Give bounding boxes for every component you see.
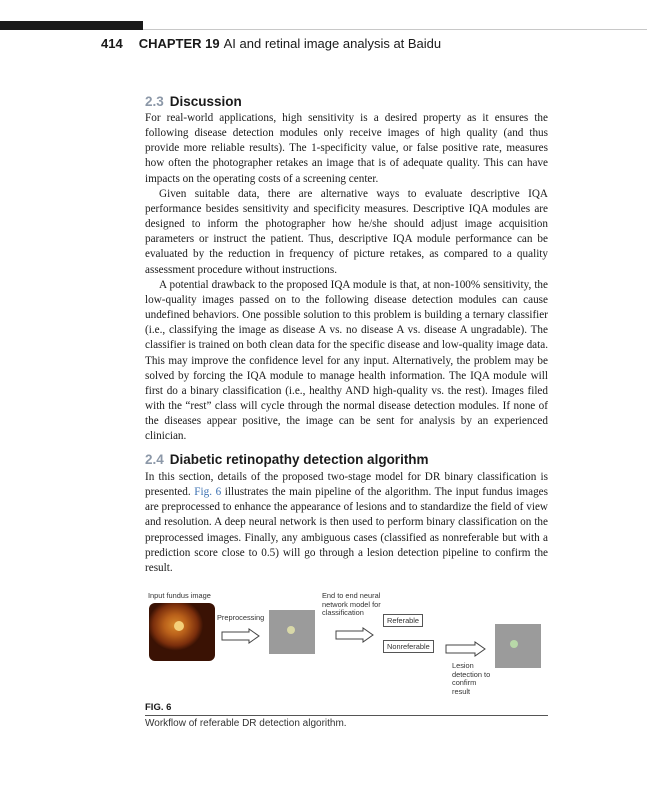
- label-preprocessing: Preprocessing: [217, 613, 265, 622]
- label-neural-network: End to end neural network model for classification: [322, 591, 381, 618]
- paragraph-text: illustrates the main pipeline of the algorithm. The input fundus images are preprocessed to enhance the appearance of lesions and to standardize the field of view and resolution. A deep neural network is then used to perform binary classification on the preprocessed images. Finally, any ambiguous cases (classified as nonreferable but with a prediction score close to 0.5) will go through a lesion detection pipeline to confirm the result.: [145, 486, 548, 574]
- page-number: 414: [101, 36, 123, 51]
- label-input-fundus: Input fundus image: [148, 591, 211, 600]
- paragraph: For real-world applications, high sensitivity is a desired property as it ensures the following disease detection modules only receive images of high quality (and thus provide more reliable results). The 1-specificity value, or false positive rate, measures how often the photographer retakes an image that is of adequate quality. This can have impacts on the operating costs of a screening center.: [145, 112, 548, 185]
- figure-number: FIG. 6: [145, 702, 172, 713]
- arrow-icon: [445, 641, 487, 657]
- paragraph: Given suitable data, there are alternative ways to evaluate descriptive IQA performance besides sensitivity and specificity measures. Descriptive IQA modules are designed to inform the photographer how he/she should adjust image acquisition parameters or instruct the patient. Thus, descriptive IQA module performance can be evaluated by the reduction in frequency of picture retakes, as compared to a quality assessment procedure without instructions.: [145, 187, 548, 276]
- running-head: [101, 36, 441, 51]
- section-number: 2.3: [145, 94, 164, 109]
- section-heading-dr-detection: [145, 452, 429, 467]
- section-heading-discussion: [145, 94, 242, 109]
- lesion-image: [495, 624, 541, 668]
- paragraph: [145, 470, 548, 576]
- image-spot: [510, 640, 518, 648]
- arrow-icon: [335, 627, 375, 643]
- image-spot: [287, 626, 295, 634]
- paragraph-text: In this section, details of the proposed two-stage model for DR binary classification is presented.: [145, 471, 548, 499]
- preprocessed-image: [269, 610, 315, 654]
- referable-box: Referable: [383, 614, 423, 627]
- discussion-body: [145, 111, 548, 444]
- dr-detection-body: [145, 470, 548, 576]
- fundus-image: [149, 603, 215, 661]
- header-rule: [143, 29, 647, 30]
- paragraph: A potential drawback to the proposed IQA module is that, at non-100% sensitivity, the low-quality images passed on to the following disease detection modules can cause undefined behaviors. One possible solution to this problem is building a ternary classifier (i.e., classifying the image as disease A vs. no disease A vs. disease A ungradable). The classifier is trained on both clean data for the specific disease and low-quality image data. This may improve the confidence level for any input. Alternatively, the problem may be solved by forcing the IQA module to manage health information. The IQA module will first do a binary classification (i.e., healthy AND high-quality vs. the rest). Images filed with the “rest” class will cycle through the normal disease detection modules. If none of the diseases appear positive, the image can be sent for analysis by an experienced clinician.: [145, 278, 548, 443]
- chapter-label: CHAPTER 19: [138, 36, 220, 51]
- caption-rule: [145, 715, 548, 716]
- section-number: 2.4: [145, 452, 164, 467]
- figure-reference-link[interactable]: Fig. 6: [194, 486, 222, 499]
- figure-caption: Workflow of referable DR detection algorithm.: [145, 718, 347, 729]
- chapter-title: AI and retinal image analysis at Baidu: [223, 36, 442, 51]
- nonreferable-box: Nonreferable: [383, 640, 434, 653]
- label-lesion-detection: Lesion detection to confirm result: [452, 661, 491, 696]
- section-title: Diabetic retinopathy detection algorithm: [169, 452, 429, 467]
- optic-disc: [174, 621, 184, 631]
- header-bar: [0, 21, 143, 30]
- arrow-icon: [221, 628, 261, 644]
- figure-workflow: [145, 590, 548, 700]
- section-title: Discussion: [169, 94, 242, 109]
